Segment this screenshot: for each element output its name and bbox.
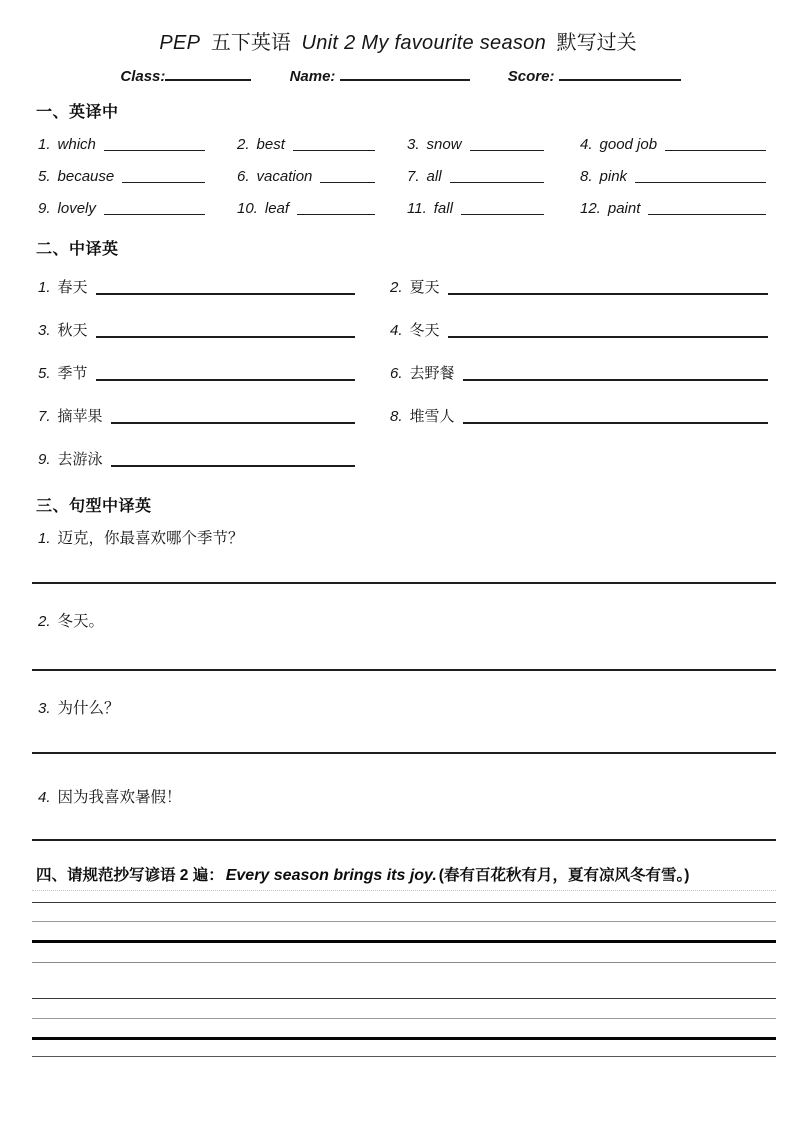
blank-line bbox=[448, 326, 768, 338]
s1-item-5: 5. because bbox=[38, 166, 237, 187]
blank-line bbox=[635, 171, 766, 183]
title-unit-en: Unit 2 My favourite season bbox=[301, 32, 547, 54]
copy-lines-area bbox=[32, 889, 776, 1069]
s1-item-2: 2. best bbox=[237, 134, 407, 155]
blank-line bbox=[450, 171, 544, 183]
s2-item-5: 5. 季节 bbox=[38, 363, 390, 385]
answer-line-4 bbox=[32, 839, 776, 841]
s1-item-12: 12. paint bbox=[580, 198, 768, 219]
name-field bbox=[290, 68, 470, 85]
name-label: Name: bbox=[289, 68, 336, 85]
answer-line-2 bbox=[32, 669, 776, 671]
s1-item-10: 10. leaf bbox=[237, 198, 407, 219]
s1-item-6: 6. vacation bbox=[237, 166, 407, 187]
blank-line bbox=[104, 139, 205, 151]
s2-empty-cell bbox=[390, 449, 768, 471]
blank-line bbox=[648, 203, 766, 215]
blank-line bbox=[297, 203, 375, 215]
s1-item-8: 8. pink bbox=[580, 166, 768, 187]
s3-question-1: 1. 迈克，你最喜欢哪个季节？ bbox=[38, 530, 244, 547]
stave1-baseline bbox=[32, 940, 776, 943]
blank-line bbox=[96, 369, 355, 381]
student-info-row bbox=[36, 66, 765, 87]
s4-proverb-en: Every season brings its joy. bbox=[225, 867, 437, 884]
page-title bbox=[36, 30, 765, 57]
s1-item-3: 3. snow bbox=[407, 134, 580, 155]
blank-line bbox=[470, 139, 544, 151]
blank-line bbox=[463, 369, 768, 381]
class-field bbox=[120, 68, 251, 85]
s1-item-1: 1. which bbox=[38, 134, 237, 155]
s1-item-7: 7. all bbox=[407, 166, 580, 187]
blank-line bbox=[122, 171, 205, 183]
answer-line-3 bbox=[32, 752, 776, 754]
name-blank-line bbox=[340, 68, 470, 81]
blank-line bbox=[320, 171, 375, 183]
blank-line bbox=[448, 283, 768, 295]
blank-line bbox=[96, 283, 355, 295]
s4-heading-cn: 四、请规范抄写谚语 2 遍： bbox=[36, 867, 224, 884]
s1-item-4: 4. good job bbox=[580, 134, 768, 155]
section2-heading: 二、中译英 bbox=[36, 241, 119, 258]
title-grade-cn: 五下英语 bbox=[210, 32, 291, 54]
section1-grid bbox=[38, 134, 768, 219]
class-label: Class: bbox=[120, 68, 166, 85]
s2-item-4: 4. 冬天 bbox=[390, 320, 768, 342]
blank-line bbox=[96, 326, 355, 338]
blank-line bbox=[461, 203, 544, 215]
blank-line bbox=[104, 203, 205, 215]
section4-heading bbox=[36, 865, 765, 887]
s3-question-3: 3. 为什么？ bbox=[38, 700, 120, 717]
s2-item-7: 7. 摘苹果 bbox=[38, 406, 390, 428]
blank-line bbox=[111, 455, 355, 467]
s2-item-2: 2. 夏天 bbox=[390, 277, 768, 299]
score-field bbox=[508, 68, 681, 85]
title-pep: PEP bbox=[159, 32, 201, 54]
stave2-baseline bbox=[32, 1037, 776, 1040]
s1-item-9: 9. lovely bbox=[38, 198, 237, 219]
s2-item-8: 8. 堆雪人 bbox=[390, 406, 768, 428]
faint-dotted-line bbox=[32, 890, 776, 891]
section3-heading: 三、句型中译英 bbox=[36, 498, 152, 515]
section2-grid bbox=[38, 277, 768, 471]
s2-item-9: 9. 去游泳 bbox=[38, 449, 390, 471]
blank-line bbox=[293, 139, 375, 151]
stave1-line-4 bbox=[32, 962, 776, 963]
score-blank-line bbox=[559, 68, 681, 81]
stave2-line-1 bbox=[32, 998, 776, 999]
s4-proverb-note-cn: (春有百花秋有月，夏有凉风冬有雪。) bbox=[438, 867, 690, 884]
blank-line bbox=[463, 412, 768, 424]
stave2-line-4 bbox=[32, 1056, 776, 1057]
blank-line bbox=[665, 139, 766, 151]
title-dictation-cn: 默写过关 bbox=[556, 32, 637, 54]
s3-question-2: 2. 冬天。 bbox=[38, 613, 105, 630]
stave1-line-1 bbox=[32, 902, 776, 903]
s2-item-6: 6. 去野餐 bbox=[390, 363, 768, 385]
stave1-line-2 bbox=[32, 921, 776, 922]
class-blank-line bbox=[165, 68, 251, 81]
answer-line-1 bbox=[32, 582, 776, 584]
blank-line bbox=[111, 412, 355, 424]
score-label: Score: bbox=[507, 68, 555, 85]
s1-item-11: 11. fall bbox=[407, 198, 580, 219]
stave2-line-2 bbox=[32, 1018, 776, 1019]
s2-item-1: 1. 春天 bbox=[38, 277, 390, 299]
s3-question-4: 4. 因为我喜欢暑假！ bbox=[38, 789, 182, 806]
s2-item-3: 3. 秋天 bbox=[38, 320, 390, 342]
section1-heading: 一、英译中 bbox=[36, 104, 119, 121]
